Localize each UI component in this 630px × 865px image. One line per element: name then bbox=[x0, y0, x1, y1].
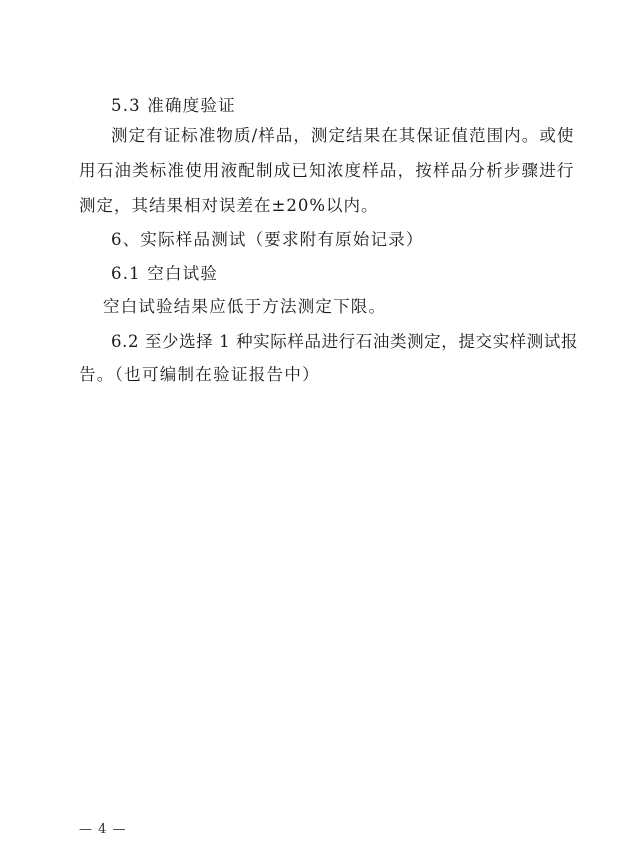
section-heading-actual-sample-test: 6、实际样品测试（要求附有原始记录） bbox=[111, 230, 424, 249]
paragraph-line: 用石油类标准使用液配制成已知浓度样品，按样品分析步骤进行 bbox=[79, 161, 574, 180]
section-heading-blank-test: 6.1 空白试验 bbox=[111, 264, 219, 283]
paragraph-line: 6.2 至少选择 1 种实际样品进行石油类测定，提交实样测试报 bbox=[111, 332, 579, 351]
page-number: — 4 — bbox=[79, 822, 127, 837]
paragraph-line: 测定有证标准物质/样品，测定结果在其保证值范围内。或使 bbox=[111, 126, 574, 145]
paragraph-line: 空白试验结果应低于方法测定下限。 bbox=[103, 297, 387, 316]
section-heading-accuracy-verification: 5.3 准确度验证 bbox=[111, 96, 236, 115]
paragraph-line: 测定，其结果相对误差在±20%以内。 bbox=[79, 196, 379, 215]
paragraph-line: 告。（也可编制在验证报告中） bbox=[79, 365, 320, 384]
